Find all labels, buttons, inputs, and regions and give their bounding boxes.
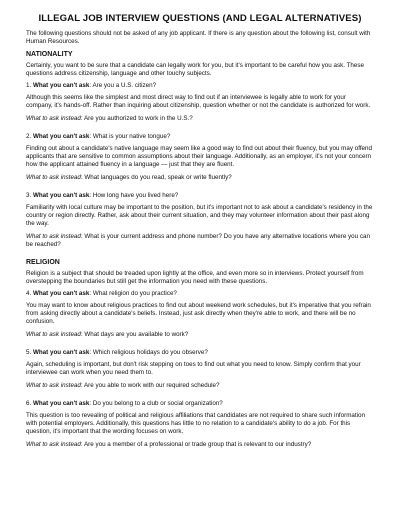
explanation-3: Familiarity with local culture may be important to the position, but it's important not to ask about a candidate's residency in the country or region directly. Rather, ask about their current situation, and they may volunteer information about their past along the way. xyxy=(26,204,373,227)
question-5: 5. What you can't ask: Which religious holidays do you observe? xyxy=(26,349,208,356)
question-4: 4. What you can't ask: What religion do you practice? xyxy=(26,290,177,297)
explanation-1: Although this seems like the simplest and most direct way to find out if an interviewee is legally able to work for your company, it's hands-off. Rather than inquiring about citizenship, question whether or not the candidate is authorized for work. xyxy=(26,94,371,109)
explanation-2: Finding out about a candidate's native language may seem like a good way to find out about their fluency, but you may offend applicants that are sensitive to common assumptions about their language. Additionally, as an employer, it's not your concern how the applicant attained fluency in a language — just that they are fluent. xyxy=(26,145,372,168)
alternative-4: What to ask instead: What days are you available to work? xyxy=(26,330,189,338)
document-title: ILLEGAL JOB INTERVIEW QUESTIONS (AND LEGAL ALTERNATIVES) xyxy=(38,13,362,24)
section-heading-religion: RELIGION xyxy=(26,258,60,266)
question-3: 3. What you can't ask: How long have you lived here? xyxy=(26,192,179,199)
explanation-6: This question is too revealing of political and religious affiliations that candidates are not required to share such information with potential employers. Additionally, this questions has little to no relation to a candidate's ability to do a job. For this question, it's important that the wording focuses on work. xyxy=(26,412,365,435)
alternative-2: What to ask instead: What languages do you read, speak or write fluently? xyxy=(26,173,232,181)
section-heading-nationality: NATIONALITY xyxy=(26,50,73,58)
explanation-5: Again, scheduling is important, but don't risk stepping on toes to find out what you need to know. Simply confirm that your interviewee can work when you need them to. xyxy=(26,361,361,376)
alternative-6: What to ask instead: Are you a member of a professional or trade group that is relevant to our industry? xyxy=(26,440,312,448)
question-2: 2. What you can't ask: What is your native tongue? xyxy=(26,133,171,140)
alternative-1: What to ask instead: Are you authorized to work in the U.S.? xyxy=(26,114,193,122)
explanation-4: You may want to know about religious practices to find out about weekend work schedules, but it's imperative that you refrain from asking directly about a candidate's beliefs. Instead, just ask directly when they're able to work, and there will be no confusion. xyxy=(26,302,371,325)
alternative-5: What to ask instead: Are you able to work with our required schedule? xyxy=(26,381,220,389)
question-1: 1. What you can't ask: Are you a U.S. citizen? xyxy=(26,82,157,89)
section-intro-nationality: Certainly, you want to be sure that a candidate can legally work for you, but it's important to be careful how you ask. These questions address citizenship, language and other touchy subjects. xyxy=(26,61,364,77)
section-intro-religion: Religion is a subject that should be treaded upon lightly at the office, and even more so in interviews. Protect yourself from overstepping the boundaries but still get the information you need with these questions. xyxy=(26,269,364,285)
question-6: 6. What you can't ask: Do you belong to a club or social organization? xyxy=(26,400,223,407)
alternative-3: What to ask instead: What is your current address and phone number? Do you have any alternative locations where you can be reached? xyxy=(26,232,370,248)
document-intro: The following questions should not be asked of any job applicant. If there is any question about the following list, consult with Human Resources. xyxy=(26,30,371,45)
